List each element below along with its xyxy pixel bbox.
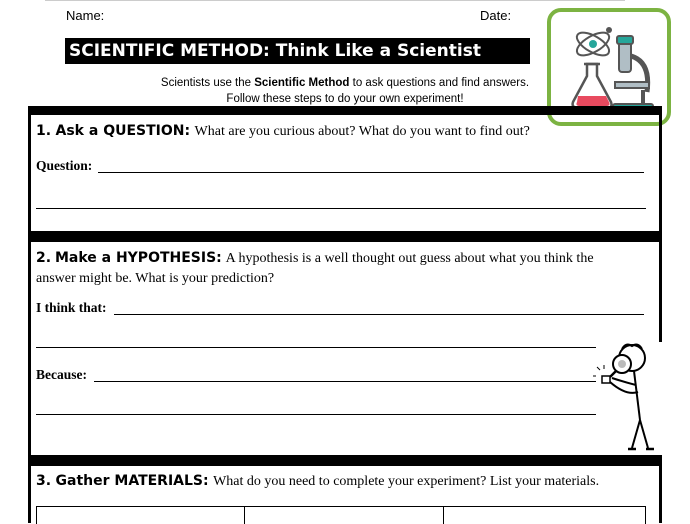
section-frame-right [659,106,662,342]
section-frame-right-lower [659,458,662,523]
section-hypothesis [36,248,656,288]
top-rule [45,0,625,1]
divider-1 [28,231,662,242]
scientist-magnifier-icon [592,340,674,455]
intro-line2: Follow these steps to do your own experiment! [226,93,464,105]
section-hypothesis-number: 2. [36,250,52,266]
materials-table-divider-1 [244,507,245,524]
section-materials-prompt: What do you need to complete your experiment? List your materials. [213,474,600,489]
materials-table-divider-2 [443,507,444,524]
section-question-number: 1. [36,123,52,139]
section-hypothesis-prompt-1: A hypothesis is a well thought out guess about what you think the [225,251,594,266]
divider-top [28,106,662,115]
page-title-banner [65,38,530,64]
intro-bold: Scientific Method [254,77,350,89]
section-question-title: Ask a QUESTION: [55,123,191,139]
section-materials [36,472,656,490]
section-hypothesis-prompt-2: answer might be. What is your prediction? [36,271,275,286]
section-hypothesis-title: Make a HYPOTHESIS: [54,250,222,266]
date-label: Date: [480,8,512,23]
materials-table [36,506,646,524]
hypothesis-think-label: I think that: [36,300,107,315]
name-label: Name: [66,8,105,23]
intro-post: to ask questions and find answers. [349,77,530,89]
intro-pre: Scientists use the [160,77,255,89]
question-answer-line[interactable] [36,208,646,209]
hypothesis-because-line[interactable] [94,381,596,382]
hypothesis-answer-line-2[interactable] [36,414,596,415]
hypothesis-answer-line-1[interactable] [36,347,596,348]
question-field-line[interactable] [98,172,644,173]
section-materials-number: 3. [36,473,52,489]
section-materials-title: Gather MATERIALS: [55,473,209,489]
section-question-prompt: What are you curious about? What do you want to find out? [194,124,530,139]
intro-text [130,75,560,107]
hypothesis-because-label: Because: [36,367,87,382]
question-field-label: Question: [36,158,93,173]
section-question [36,122,656,140]
divider-2 [28,455,662,466]
page-title: SCIENTIFIC METHOD: Think Like a Scientist [69,41,481,61]
hypothesis-think-line[interactable] [114,314,644,315]
